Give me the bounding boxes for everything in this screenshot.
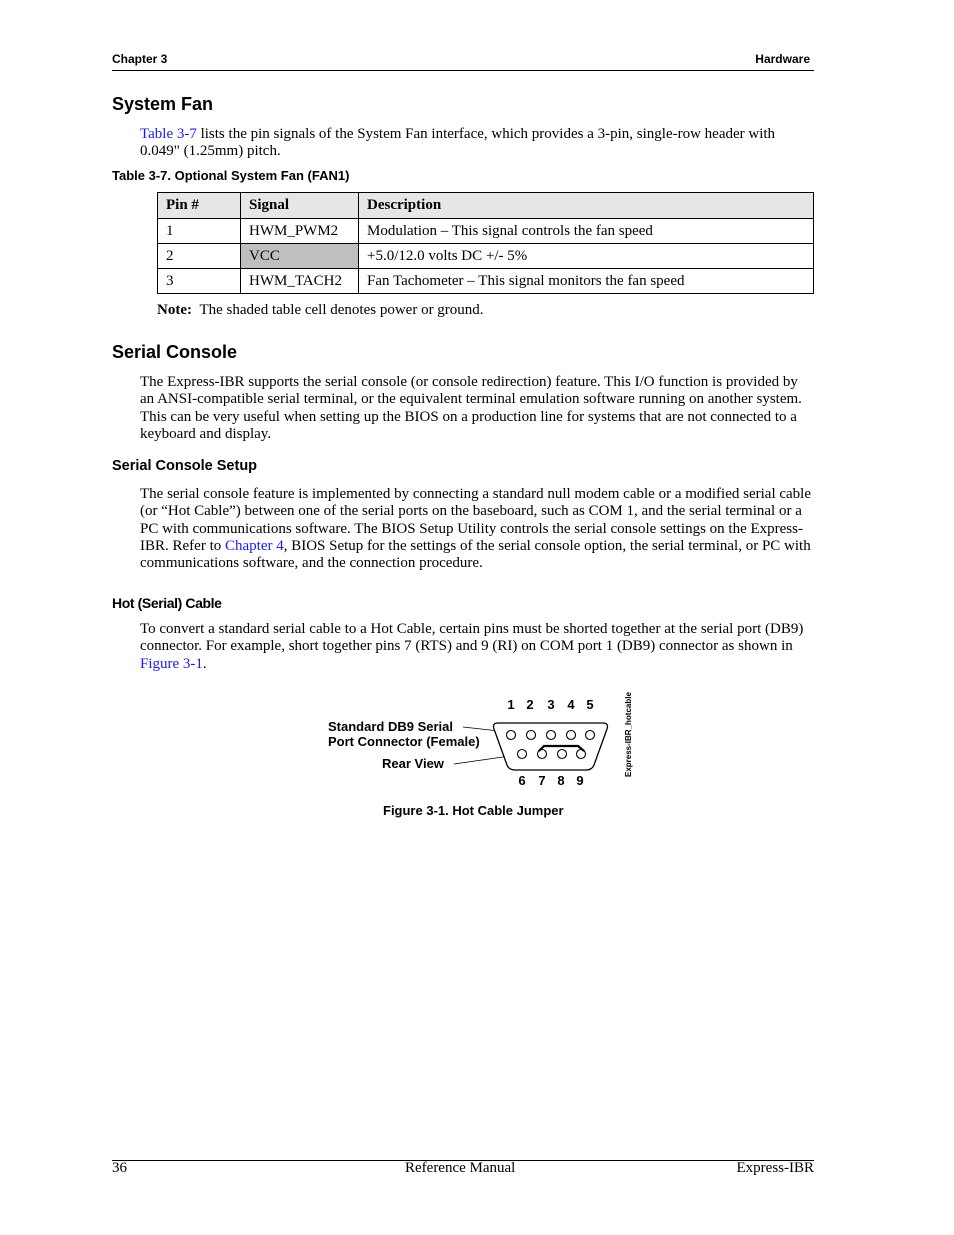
db9-pin-3 — [547, 731, 556, 740]
cell-pin: 3 — [158, 269, 241, 294]
hot-cable-text-after: . — [202, 655, 207, 672]
cell-signal: HWM_TACH2 — [241, 269, 359, 294]
column-header-pin: Pin # — [158, 193, 241, 219]
pin-number-label: 4 — [567, 697, 575, 712]
table-note — [157, 302, 484, 319]
figure-3-1-link[interactable]: Figure 3-1 — [140, 655, 203, 672]
cell-pin: 1 — [158, 219, 241, 244]
leader-line-rear-view — [454, 756, 510, 764]
cell-pin: 2 — [158, 244, 241, 269]
db9-connector-diagram — [320, 672, 650, 796]
table-row — [158, 219, 814, 244]
figure-side-label: Express-IBR_hotcable — [624, 692, 633, 777]
db9-pin-6 — [518, 750, 527, 759]
fan-pin-table — [157, 192, 814, 294]
cell-description: Fan Tachometer – This signal monitors the fan speed — [359, 269, 814, 294]
figure-caption: Figure 3-1. Hot Cable Jumper — [383, 803, 564, 818]
section-title-system-fan: System Fan — [112, 94, 214, 114]
pin-number-label: 9 — [576, 773, 584, 788]
header-chapter: Chapter 3 — [112, 52, 168, 66]
table-row — [158, 244, 814, 269]
figure-label-connector-line1: Standard DB9 Serial — [328, 719, 453, 734]
serial-console-setup-paragraph — [140, 486, 814, 572]
table-row — [158, 269, 814, 294]
column-header-signal: Signal — [241, 193, 359, 219]
pin-number-label: 6 — [518, 773, 526, 788]
figure-label-rear-view: Rear View — [382, 756, 444, 771]
header-section: Hardware — [755, 52, 810, 66]
db9-pin-1 — [507, 731, 516, 740]
db9-pin-2 — [527, 731, 536, 740]
footer-product: Express-IBR — [736, 1160, 814, 1176]
figure-label-connector-line2: Port Connector (Female) — [328, 734, 480, 749]
cell-description: Modulation – This signal controls the fan speed — [359, 219, 814, 244]
pin-number-label: 3 — [547, 697, 555, 712]
section-title-serial-console-setup: Serial Console Setup — [112, 458, 258, 474]
cell-signal-shaded: VCC — [241, 244, 359, 269]
hot-cable-paragraph — [140, 621, 814, 673]
column-header-description: Description — [359, 193, 814, 219]
hot-cable-text-before: To convert a standard serial cable to a Hot Cable, certain pins must be shorted together at the serial port (DB9) connector. For example, short together pins 7 (RTS) and 9 (RI) on COM port 1 (DB9) connector as shown in — [140, 621, 804, 655]
footer-page-number: 36 — [112, 1160, 127, 1176]
db9-pin-8 — [558, 750, 567, 759]
table-3-7-link[interactable]: Table 3-7 — [140, 126, 197, 142]
chapter-4-link[interactable]: Chapter 4 — [224, 537, 284, 554]
note-label: Note: — [157, 302, 192, 318]
table-header-row — [158, 193, 814, 219]
pin-number-label: 8 — [557, 773, 565, 788]
cell-description: +5.0/12.0 volts DC +/- 5% — [359, 244, 814, 269]
db9-pin-4 — [567, 731, 576, 740]
setup-text-after: , BIOS Setup for the settings of the serial console option, the serial terminal, or PC with communications software, and the connection procedure. — [140, 537, 811, 572]
section-title-serial-console: Serial Console — [112, 342, 238, 362]
footer-title: Reference Manual — [405, 1160, 516, 1176]
setup-text-before: The serial console feature is implemented by connecting a standard null modem cable or a modified serial cable (or “Hot Cable”) between one of the serial ports on the baseboard, such as COM 1, and the serial terminal or a PC with communications software. The BIOS Setup Utility controls the serial console settings on the Express-IBR. Refer to — [140, 486, 812, 554]
db9-pin-9 — [577, 750, 586, 759]
table-caption: Table 3-7. Optional System Fan (FAN1) — [112, 168, 350, 183]
pin-number-label: 5 — [586, 697, 594, 712]
pin-number-label: 2 — [526, 697, 534, 712]
system-fan-intro-text: lists the pin signals of the System Fan interface, which provides a 3-pin, single-row header with 0.049" (1.25mm) pitch. — [140, 126, 776, 160]
note-text: The shaded table cell denotes power or ground. — [199, 302, 484, 318]
db9-pin-5 — [586, 731, 595, 740]
serial-console-paragraph: The Express-IBR supports the serial console (or console redirection) feature. This I/O function is provided by an ANSI-compatible serial terminal, or the equivalent terminal emulation software running on another system. This can be very useful when setting up the BIOS on a production line for systems that are not connected to a keyboard and display. — [140, 374, 802, 442]
cell-signal: HWM_PWM2 — [241, 219, 359, 244]
section-title-hot-cable: Hot (Serial) Cable — [112, 595, 222, 611]
system-fan-intro — [140, 126, 814, 161]
header-rule — [112, 70, 814, 71]
pin-number-label: 7 — [538, 773, 546, 788]
pin-number-label: 1 — [507, 697, 515, 712]
